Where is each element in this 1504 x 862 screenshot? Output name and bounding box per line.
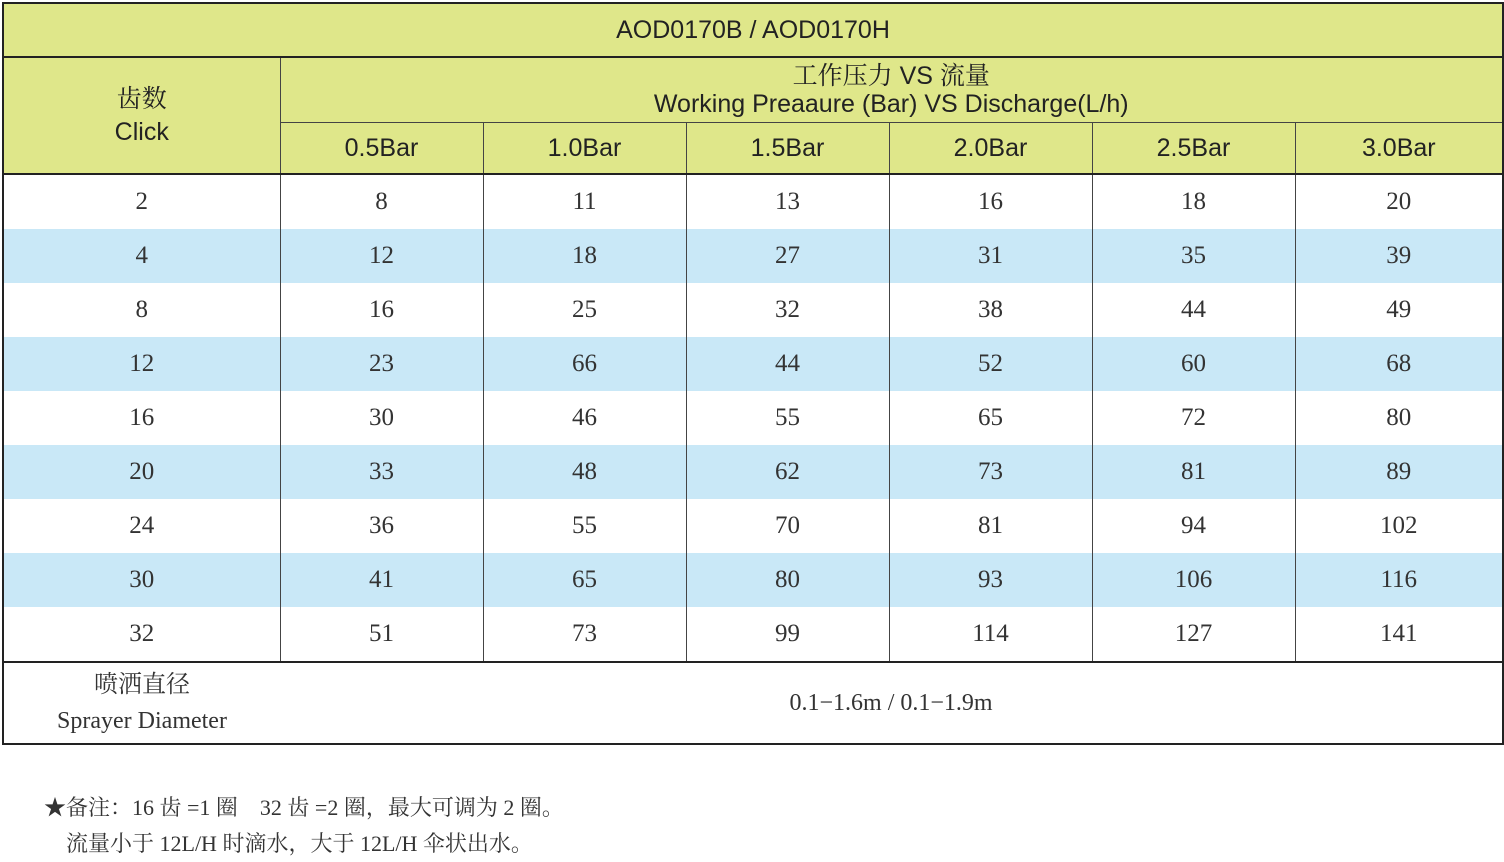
discharge-cell: 41 [280,553,483,607]
sprayer-label-en: Sprayer Diameter [57,708,227,734]
click-count-cell: 12 [3,337,280,391]
flow-spec-table [2,2,1504,745]
sprayer-label-cn: 喷洒直径 [94,672,190,698]
pressure-header-en: Working Preaaure (Bar) VS Discharge(L/h) [653,90,1129,118]
discharge-cell: 25 [483,283,686,337]
click-header-cn: 齿数 [116,84,167,113]
click-count-cell: 2 [3,174,280,229]
discharge-cell: 36 [280,499,483,553]
footnote-line-1: ★备注：16 齿 =1 圈 32 齿 =2 圈，最大可调为 2 圈。 [44,795,564,820]
discharge-cell: 66 [483,337,686,391]
discharge-cell: 51 [280,607,483,662]
bar-header-1-5: 1.5Bar [686,123,889,175]
discharge-cell: 23 [280,337,483,391]
discharge-cell: 65 [483,553,686,607]
discharge-cell: 48 [483,445,686,499]
click-count-cell: 4 [3,229,280,283]
bar-header-2-5: 2.5Bar [1092,123,1295,175]
table-row [3,283,1503,337]
table-row [3,499,1503,553]
discharge-cell: 106 [1092,553,1295,607]
discharge-cell: 93 [889,553,1092,607]
discharge-cell: 16 [280,283,483,337]
discharge-cell: 60 [1092,337,1295,391]
discharge-cell: 33 [280,445,483,499]
click-count-cell: 16 [3,391,280,445]
discharge-cell: 99 [686,607,889,662]
discharge-cell: 89 [1295,445,1503,499]
discharge-cell: 72 [1092,391,1295,445]
discharge-cell: 102 [1295,499,1503,553]
discharge-cell: 31 [889,229,1092,283]
discharge-cell: 39 [1295,229,1503,283]
table-row [3,229,1503,283]
table-row [3,337,1503,391]
click-header [3,57,280,174]
discharge-cell: 8 [280,174,483,229]
discharge-cell: 49 [1295,283,1503,337]
discharge-cell: 18 [483,229,686,283]
discharge-cell: 18 [1092,174,1295,229]
table-row [3,391,1503,445]
discharge-cell: 81 [1092,445,1295,499]
click-count-cell: 20 [3,445,280,499]
discharge-cell: 13 [686,174,889,229]
discharge-cell: 44 [1092,283,1295,337]
discharge-cell: 44 [686,337,889,391]
discharge-cell: 27 [686,229,889,283]
discharge-cell: 35 [1092,229,1295,283]
discharge-cell: 16 [889,174,1092,229]
pressure-header [280,57,1503,123]
sprayer-diameter-value: 0.1−1.6m / 0.1−1.9m [280,662,1503,744]
discharge-cell: 55 [483,499,686,553]
discharge-cell: 114 [889,607,1092,662]
discharge-cell: 116 [1295,553,1503,607]
click-count-cell: 8 [3,283,280,337]
discharge-cell: 11 [483,174,686,229]
discharge-cell: 52 [889,337,1092,391]
sprayer-label [3,662,280,744]
pressure-header-cn: 工作压力 VS 流量 [792,62,990,90]
discharge-cell: 55 [686,391,889,445]
bar-header-3-0: 3.0Bar [1295,123,1503,175]
discharge-cell: 62 [686,445,889,499]
discharge-cell: 80 [686,553,889,607]
table-row [3,553,1503,607]
click-header-en: Click [114,117,169,146]
bar-header-0-5: 0.5Bar [280,123,483,175]
discharge-cell: 30 [280,391,483,445]
click-count-cell: 30 [3,553,280,607]
discharge-cell: 20 [1295,174,1503,229]
table-row [3,174,1503,229]
discharge-cell: 65 [889,391,1092,445]
discharge-cell: 46 [483,391,686,445]
discharge-cell: 32 [686,283,889,337]
discharge-cell: 73 [889,445,1092,499]
table-row [3,607,1503,662]
discharge-cell: 70 [686,499,889,553]
table-title: AOD0170B / AOD0170H [3,3,1503,57]
discharge-cell: 12 [280,229,483,283]
footnote-line-2: 流量小于 12L/H 时滴水，大于 12L/H 伞状出水。 [66,831,533,856]
discharge-cell: 68 [1295,337,1503,391]
bar-header-1-0: 1.0Bar [483,123,686,175]
discharge-cell: 73 [483,607,686,662]
click-count-cell: 32 [3,607,280,662]
discharge-cell: 94 [1092,499,1295,553]
discharge-cell: 38 [889,283,1092,337]
footnote [44,790,564,862]
discharge-cell: 80 [1295,391,1503,445]
discharge-cell: 141 [1295,607,1503,662]
discharge-cell: 127 [1092,607,1295,662]
click-count-cell: 24 [3,499,280,553]
table-row [3,445,1503,499]
bar-header-2-0: 2.0Bar [889,123,1092,175]
discharge-cell: 81 [889,499,1092,553]
